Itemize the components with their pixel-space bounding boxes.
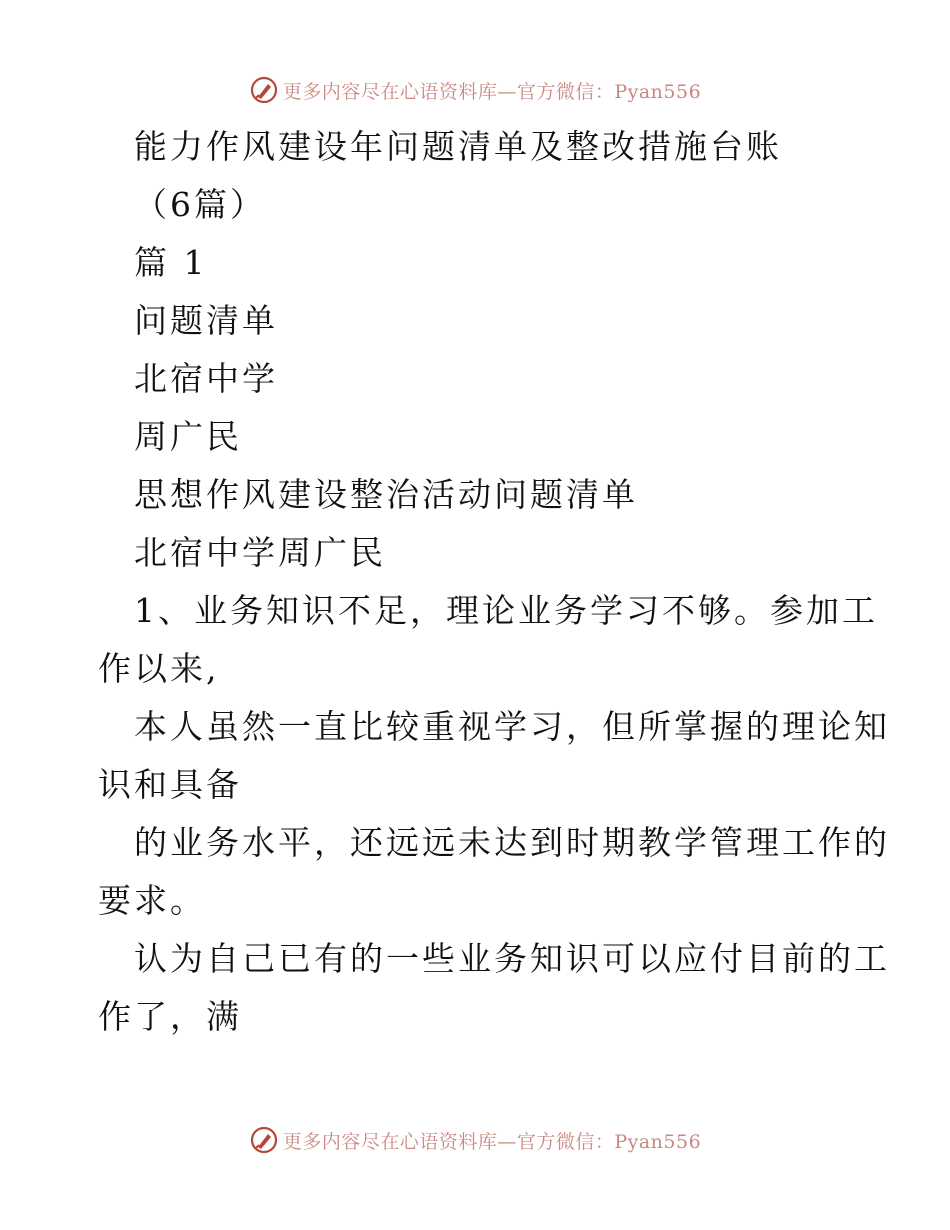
- text-line: 北宿中学周广民: [134, 533, 386, 572]
- footer-watermark: [0, 1120, 950, 1160]
- text-line: 1、业务知识不足，理论业务学习不够。参加工: [134, 591, 878, 630]
- document-title-line1: 能力作风建设年问题清单及整改措施台账: [134, 127, 782, 166]
- text-line: 认为自己已有的一些业务知识可以应付目前的工: [134, 939, 890, 978]
- text-line: 要求。: [98, 881, 206, 920]
- text-line: 的业务水平，还远远未达到时期教学管理工作的: [134, 823, 890, 862]
- document-title-line2: （6篇）: [134, 185, 266, 224]
- watermark-text: 更多内容尽在心语资料库—官方微信：Pyan556: [282, 80, 702, 103]
- text-line: 作以来,: [98, 649, 220, 688]
- header-watermark: [0, 70, 950, 110]
- pen-nib-logo-icon: [249, 75, 279, 105]
- text-line: 周广民: [134, 417, 242, 456]
- text-line: 问题清单: [134, 301, 278, 340]
- text-line: 北宿中学: [134, 359, 278, 398]
- text-line: 作了，满: [98, 997, 242, 1036]
- text-line: 识和具备: [98, 765, 242, 804]
- text-line: 本人虽然一直比较重视学习，但所掌握的理论知: [134, 707, 890, 746]
- text-line: 思想作风建设整治活动问题清单: [134, 475, 638, 514]
- pen-nib-logo-icon: [249, 1125, 279, 1155]
- section-heading: 篇 1: [134, 243, 208, 282]
- watermark-text: 更多内容尽在心语资料库—官方微信：Pyan556: [282, 1130, 702, 1153]
